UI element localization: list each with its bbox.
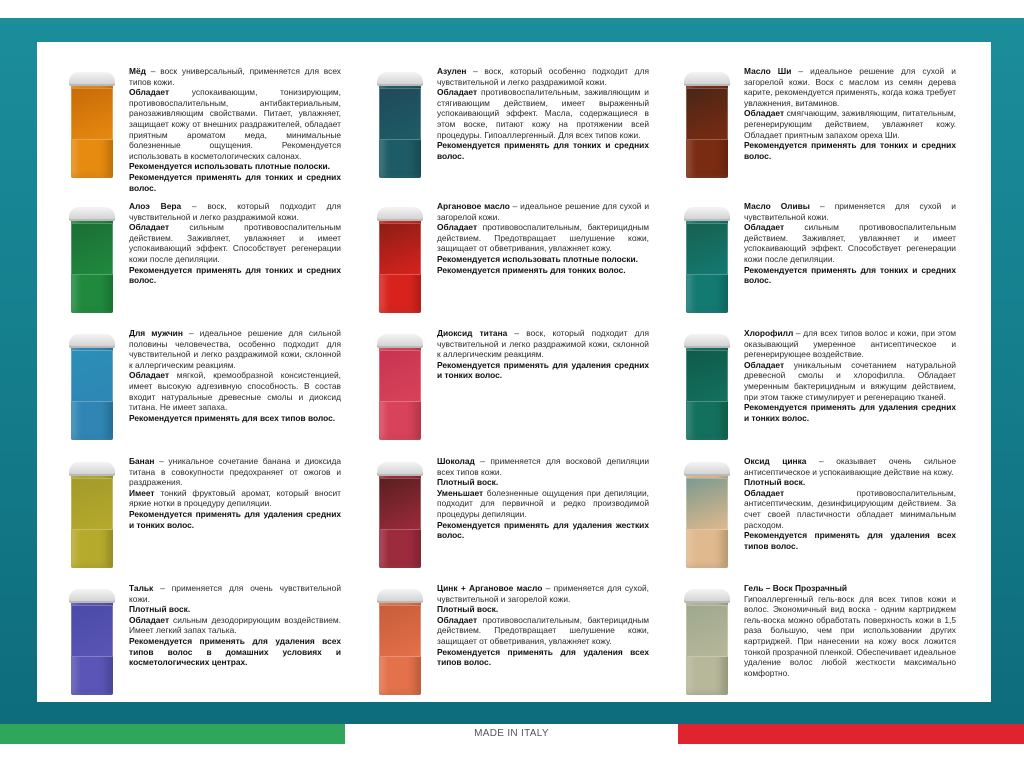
- product-description: [129, 328, 341, 423]
- bold-term: Шоколад: [437, 456, 475, 466]
- description-text: – применяется для сухой, чувствительной и загорелой кожи.: [437, 583, 649, 604]
- description-text: сильным противовоспалительным действием. Заживляет, увлажняет и имеет успокаивающий эффект. Способствует регенерации кожи после депиляции.: [744, 222, 956, 264]
- description-text: – для всех типов волос и кожи, при этом оказывающий умеренное антисептическое и регенерирующее воздействие.: [744, 328, 956, 360]
- wax-cartridge-image: [684, 72, 730, 180]
- product-description: [437, 66, 649, 161]
- bold-term: Рекомендуется применять для всех типов волос.: [129, 412, 336, 423]
- description-paragraph: [437, 328, 649, 360]
- description-paragraph: [129, 488, 341, 509]
- description-text: сильным дезодорирующим воздействием. Имеет легкий запах талька.: [129, 614, 341, 636]
- description-paragraph: [437, 615, 649, 647]
- description-text: – воск, который особенно подходит для чувствительной и легко раздражимой кожи.: [437, 66, 649, 87]
- description-paragraph: [129, 604, 341, 615]
- description-text: – идеальное решение для сухой и загорелой кожи. Воск с маслом из семян дерева карите, рекомендуется применять, когда кожа требует увлажнения, витаминов.: [744, 66, 956, 108]
- bold-term: Мёд: [129, 66, 146, 76]
- product-description: [129, 201, 341, 286]
- product-item-chloro: [652, 312, 956, 436]
- bold-term: Рекомендуется применять для тонких и средних волос.: [129, 171, 341, 193]
- cartridge-cap: [377, 334, 423, 348]
- wax-cartridge-image: [377, 72, 423, 180]
- bold-term: Плотный воск.: [744, 477, 806, 488]
- description-paragraph: [437, 647, 649, 668]
- product-description: [129, 456, 341, 530]
- description-text: – применяется для сухой и чувствительной кожи.: [744, 201, 956, 222]
- bold-term: Обладает: [129, 222, 170, 233]
- cartridge-label: [686, 605, 728, 657]
- description-paragraph: [129, 66, 341, 87]
- wax-cartridge-image: [69, 207, 115, 315]
- description-text: – воск универсальный, применяется для всех типов кожи.: [129, 66, 341, 87]
- product-description: [744, 328, 956, 423]
- description-paragraph: [744, 140, 956, 161]
- bold-term: Рекомендуется применять для удаления всех типов волос.: [437, 646, 649, 668]
- description-paragraph: [744, 201, 956, 222]
- product-item-zinc: [652, 440, 956, 564]
- description-paragraph: [129, 456, 341, 488]
- bold-term: Рекомендуется применять для тонких и средних волос.: [744, 264, 956, 286]
- cartridge-cap: [69, 589, 115, 603]
- description-text: тонкий фруктовый аромат, который вносит яркие нотки в процедуру депиляции.: [129, 487, 341, 509]
- description-text: – оказывает очень сильное антисептическое и успокаивающие действие на кожу.: [744, 456, 956, 477]
- description-paragraph: [437, 140, 649, 161]
- bold-term: Цинк + Аргановое масло: [437, 583, 543, 593]
- description-paragraph: [437, 222, 649, 254]
- bold-term: Рекомендуется применять для удаления жестких волос.: [437, 519, 649, 541]
- cartridge-label: [379, 478, 421, 530]
- product-description: [129, 66, 341, 193]
- wax-cartridge-image: [377, 462, 423, 570]
- product-description: [744, 456, 956, 551]
- cartridge-label: [686, 350, 728, 402]
- bold-term: Обладает: [437, 87, 478, 98]
- wax-cartridge-image: [684, 589, 730, 697]
- bold-term: Банан: [129, 456, 155, 466]
- wax-cartridge-image: [684, 334, 730, 442]
- description-paragraph: [744, 477, 956, 488]
- wax-cartridge-image: [69, 72, 115, 180]
- product-item-gel: [652, 567, 956, 691]
- description-paragraph: [744, 594, 956, 679]
- description-paragraph: [129, 265, 341, 286]
- description-paragraph: [129, 509, 341, 530]
- description-paragraph: [437, 265, 649, 276]
- product-item-zincargan: [345, 567, 649, 691]
- description-paragraph: [437, 488, 649, 520]
- cartridge-label: [71, 478, 113, 530]
- cartridge-cap: [377, 589, 423, 603]
- bold-term: Обладает: [437, 614, 478, 625]
- description-paragraph: [129, 222, 341, 264]
- description-text: болезненные ощущения при депиляции, подходит для первичной и редко производимой процедуры депиляции.: [437, 487, 649, 519]
- description-text: успокаивающим, тонизирующим, противовоспалительным, антибактериальным, ранозаживляющим свойствами. Питает, увлажняет, защищает кожу от внешних раздражителей, обладает приятным ароматом меда, минимальные болезненные ощущения. Рекомендуется использовать в косметологических салонах.: [129, 87, 341, 161]
- bold-term: Рекомендуется применять для удаления всех типов волос.: [744, 530, 956, 551]
- description-paragraph: [437, 456, 649, 477]
- product-item-olive: [652, 185, 956, 309]
- bold-term: Хлорофилл: [744, 328, 794, 338]
- cartridge-cap: [684, 589, 730, 603]
- bold-term: Алоэ Вера: [129, 201, 182, 211]
- description-paragraph: [129, 636, 341, 668]
- cartridge-cap: [377, 462, 423, 476]
- description-paragraph: [129, 413, 341, 424]
- bold-term: Гель – Воск Прозрачный: [744, 583, 848, 593]
- bold-term: Обладает: [437, 222, 478, 233]
- product-item-honey: [37, 50, 341, 193]
- bold-term: Уменьшает: [437, 487, 484, 498]
- bold-term: Рекомендуется применять для тонких и средних волос.: [129, 264, 341, 286]
- product-description: [129, 583, 341, 668]
- description-paragraph: [129, 87, 341, 161]
- product-item-titan: [345, 312, 649, 436]
- description-text: – применяется для очень чувствительной кожи.: [129, 583, 341, 604]
- bold-term: Рекомендуется применять для тонких волос.: [437, 264, 626, 275]
- description-paragraph: [744, 108, 956, 140]
- bold-term: Рекомендуется применять для тонких и средних волос.: [744, 140, 956, 161]
- description-paragraph: [437, 583, 649, 604]
- cartridge-label: [379, 88, 421, 140]
- bold-term: Обладает: [744, 359, 785, 370]
- description-paragraph: [437, 66, 649, 87]
- bold-term: Диоксид титана: [437, 328, 508, 338]
- product-description: [744, 201, 956, 286]
- bold-term: Обладает: [744, 108, 785, 119]
- wax-cartridge-image: [684, 462, 730, 570]
- description-paragraph: [129, 583, 341, 604]
- cartridge-label: [379, 223, 421, 275]
- bold-term: Рекомендуется применять для удаления средних и тонких волос.: [744, 402, 956, 423]
- description-paragraph: [437, 520, 649, 541]
- description-paragraph: [437, 87, 649, 140]
- bold-term: Рекомендуется применять для тонких и средних волос.: [437, 140, 649, 161]
- description-paragraph: [744, 360, 956, 402]
- cartridge-label: [686, 223, 728, 275]
- description-text: противовоспалительным, заживляющим и стягивающим действием, имеет выраженный успокаивающий эффект. Масла, содержащиеся в этом воске, питают кожу на протяжении всей процедуры. Гипоаллергенный. Для всех типов кожи.: [437, 87, 649, 140]
- description-paragraph: [129, 370, 341, 412]
- description-paragraph: [437, 604, 649, 615]
- bold-term: Плотный воск.: [129, 604, 191, 615]
- cartridge-label: [71, 223, 113, 275]
- product-description: [744, 583, 956, 678]
- cartridge-cap: [69, 334, 115, 348]
- bold-term: Для мужчин: [129, 328, 183, 338]
- cartridge-label: [379, 605, 421, 657]
- bold-term: Тальк: [129, 583, 154, 593]
- made-in-italy-label: MADE IN ITALY: [474, 728, 549, 739]
- wax-cartridge-image: [377, 589, 423, 697]
- description-paragraph: [744, 328, 956, 360]
- bold-term: Обладает: [129, 614, 170, 625]
- description-paragraph: [744, 583, 956, 594]
- description-paragraph: [744, 66, 956, 108]
- bold-term: Рекомендуется применять для удаления средних и тонких волос.: [437, 359, 649, 381]
- description-paragraph: [744, 530, 956, 551]
- bold-term: Масло Оливы: [744, 201, 810, 211]
- cartridge-cap: [684, 462, 730, 476]
- cartridge-cap: [684, 207, 730, 221]
- description-text: уникальным сочетанием натуральной древесной смолы и хлорофилла. Обладает умеренным бактерицидным и вяжущим действием, при этом также стимулирует и регенерацию тканей.: [744, 359, 956, 402]
- product-item-choco: [345, 440, 649, 564]
- bold-term: Рекомендуется использовать плотные полоски.: [437, 253, 638, 264]
- description-text: сильным противовоспалительным действием. Заживляет, увлажняет и имеет успокаивающий эффект. Способствует регенерации кожи после депиляции.: [129, 222, 341, 264]
- bold-term: Обладает: [129, 370, 170, 381]
- bold-term: Масло Ши: [744, 66, 792, 76]
- flag-stripe-red: [678, 724, 1024, 744]
- description-text: – уникальное сочетание банана и диоксида титана в совокупности предохраняет от ожогов и раздражения.: [129, 456, 341, 488]
- bold-term: Плотный воск.: [437, 604, 499, 615]
- product-item-talc: [37, 567, 341, 691]
- product-item-azulene: [345, 50, 649, 174]
- product-item-shea: [652, 50, 956, 174]
- description-text: противовоспалительным, бактерицидным действием. Предотвращает шелушение кожи, защищает от обветривания, увлажняет кожу.: [437, 222, 649, 254]
- wax-cartridge-image: [69, 589, 115, 697]
- product-description: [744, 66, 956, 161]
- bold-term: Плотный воск.: [437, 477, 499, 488]
- description-paragraph: [437, 360, 649, 381]
- bold-term: Оксид цинка: [744, 456, 807, 466]
- product-item-aloe: [37, 185, 341, 309]
- cartridge-cap: [684, 334, 730, 348]
- content-panel: [37, 42, 991, 702]
- bold-term: Рекомендуется применять для удаления средних и тонких волос.: [129, 508, 341, 530]
- bold-term: Аргановое масло: [437, 201, 510, 211]
- description-text: мягкой, кремообразной консистенцией, имеет высокую адгезивную способность. В состав входит натуральные древесные смолы и диоксид титана. Не имеет запаха.: [129, 370, 341, 413]
- wax-cartridge-image: [684, 207, 730, 315]
- product-item-men: [37, 312, 341, 436]
- bold-term: Обладает: [129, 87, 170, 98]
- description-paragraph: [744, 222, 956, 264]
- description-paragraph: [744, 402, 956, 423]
- product-item-argan: [345, 185, 649, 309]
- wax-cartridge-image: [377, 207, 423, 315]
- description-paragraph: [744, 456, 956, 477]
- description-paragraph: [129, 328, 341, 370]
- cartridge-label: [686, 88, 728, 140]
- cartridge-label: [71, 350, 113, 402]
- description-text: – идеальное решение для сильной половины человечества, особенно подходит для чувствительной и легко раздражимой кожи, склонной к аллергическим реакциям.: [129, 328, 341, 370]
- product-grid: [37, 42, 991, 702]
- cartridge-label: [686, 478, 728, 530]
- description-text: смягчающим, заживляющим, питательным, регенерирующим действием, увлажняет кожу. Обладает приятным запахом ореха Ши.: [744, 108, 956, 140]
- description-paragraph: [129, 201, 341, 222]
- product-item-banana: [37, 440, 341, 564]
- cartridge-cap: [69, 207, 115, 221]
- cartridge-cap: [377, 72, 423, 86]
- wax-cartridge-image: [377, 334, 423, 442]
- bold-term: Имеет: [129, 487, 155, 498]
- description-paragraph: [437, 477, 649, 488]
- wax-cartridge-image: [69, 462, 115, 570]
- bold-term: Обладает: [744, 487, 785, 498]
- description-paragraph: [744, 265, 956, 286]
- description-paragraph: [744, 488, 956, 530]
- description-paragraph: [129, 161, 341, 172]
- description-text: противовоспалительным, антисептическим, дезинфицирующим действием. За счет своей пластичности обладает минимальным расходом.: [744, 487, 956, 530]
- flag-stripe-green: [0, 724, 345, 744]
- description-paragraph: [437, 201, 649, 222]
- product-description: [437, 328, 649, 381]
- description-paragraph: [129, 615, 341, 636]
- bold-term: Рекомендуется применять для удаления всех типов волос в домашних условиях и косметологических центрах.: [129, 635, 341, 668]
- bold-term: Азулен: [437, 66, 467, 76]
- cartridge-cap: [377, 207, 423, 221]
- product-description: [437, 583, 649, 668]
- cartridge-cap: [684, 72, 730, 86]
- cartridge-label: [71, 605, 113, 657]
- description-text: – воск, который подходит для чувствительной и легко раздражимой кожи.: [129, 201, 341, 222]
- cartridge-cap: [69, 72, 115, 86]
- description-text: – идеальное решение для сухой и загорелой кожи.: [437, 201, 649, 222]
- bold-term: Рекомендуется использовать плотные полоски.: [129, 161, 330, 172]
- description-paragraph: [437, 254, 649, 265]
- description-text: – применяется для восковой депиляции всех типов кожи.: [437, 456, 649, 477]
- wax-cartridge-image: [69, 334, 115, 442]
- description-text: Гипоаллергенный гель-воск для всех типов кожи и волос. Экономичный вид воска - одним картриджем гель-воска можно обработать поверхность кожи в 1,5 раза большую, чем при использовании других картриджей. При нанесении на кожу воск ложится тонкой прозрачной пленкой. Обеспечивает идеальное удаление волос любой жесткости максимально комфортно.: [744, 593, 956, 678]
- product-description: [437, 456, 649, 541]
- description-text: противовоспалительным, бактерицидным действием. Предотвращает шелушение кожи, защищает от обветривания, увлажняет кожу.: [437, 614, 649, 646]
- product-description: [437, 201, 649, 275]
- cartridge-label: [379, 350, 421, 402]
- cartridge-label: [71, 88, 113, 140]
- bold-term: Обладает: [744, 222, 785, 233]
- description-text: – воск, который подходит для чувствительной и легко раздражимой кожи, склонной к аллергическим реакциям.: [437, 328, 649, 360]
- cartridge-cap: [69, 462, 115, 476]
